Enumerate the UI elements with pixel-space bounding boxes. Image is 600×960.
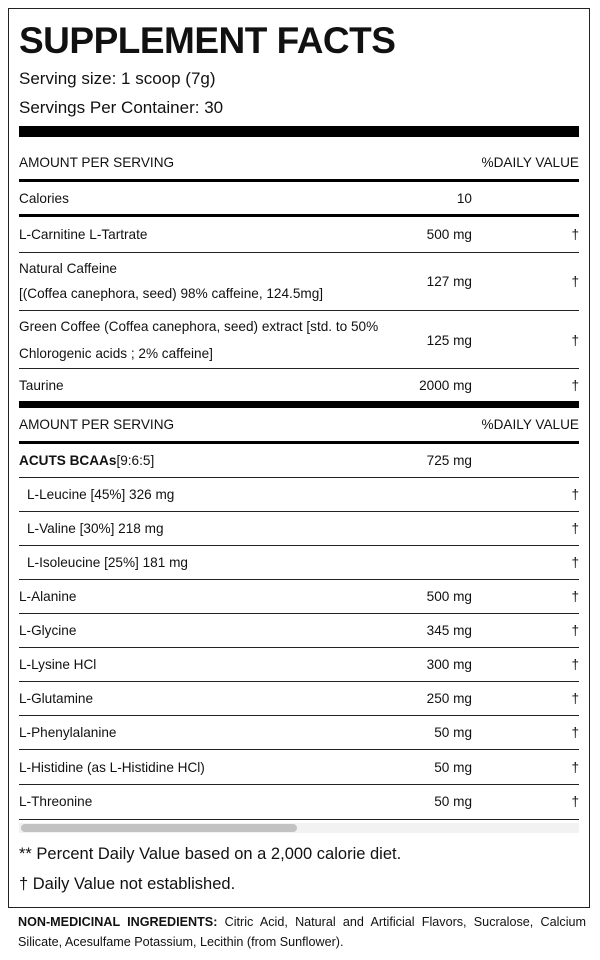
bcaa-name-bold: ACUTS BCAAs [19, 453, 117, 468]
supplement-facts-panel [8, 8, 590, 908]
ingredient-name-line1: Green Coffee (Coffea canephora, seed) extract [std. to 50% [19, 319, 379, 334]
thick-divider [19, 126, 579, 137]
ingredient-amount: 127 mg [426, 274, 472, 289]
header-amount: AMOUNT PER SERVING [19, 155, 175, 170]
ingredient-name: L-Lysine HCl [19, 657, 97, 672]
ingredient-name: Taurine [19, 378, 64, 393]
dagger-mark: † [571, 274, 579, 289]
table-row [19, 580, 579, 614]
footnote-percent-daily-value: ** Percent Daily Value based on a 2,000 calorie diet. [19, 845, 402, 863]
ingredient-amount: 50 mg [434, 725, 472, 740]
ingredient-name-line2: [(Coffea canephora, seed) 98% caffeine, 124.5mg] [19, 286, 324, 301]
dagger-mark: † [571, 589, 579, 604]
ingredient-amount: 50 mg [434, 760, 472, 775]
ingredient-amount: 10 [456, 191, 472, 206]
footnote-daily-value-not-established: † Daily Value not established. [19, 875, 236, 893]
ingredient-name: L-Leucine [45%] 326 mg [27, 487, 175, 502]
ingredient-name: L-Histidine (as L-Histidine HCl) [19, 760, 205, 775]
ingredient-name: L-Carnitine L-Tartrate [19, 227, 148, 242]
non-medicinal-ingredients [18, 912, 586, 952]
dagger-mark: † [571, 691, 579, 706]
header-daily-value: %DAILY VALUE [481, 155, 579, 170]
dagger-mark: † [571, 378, 579, 393]
table-row [19, 716, 579, 750]
ingredient-amount: 2000 mg [419, 378, 472, 393]
non-medicinal-text: Citric Acid, Natural and Artificial Flavors, Sucralose, Calcium Silicate, Acesulfame Potassium, Lecithin (from Sunflower). [18, 915, 587, 949]
ingredient-name: L-Glycine [19, 623, 77, 638]
dagger-mark: † [571, 521, 579, 536]
ingredient-amount: 345 mg [426, 623, 472, 638]
table-header [19, 149, 579, 181]
dagger-mark: † [571, 794, 579, 809]
ingredient-name-line1: Natural Caffeine [19, 261, 117, 276]
non-medicinal-label: NON-MEDICINAL INGREDIENTS: [18, 915, 218, 929]
thick-divider [19, 401, 579, 408]
servings-per-container: Servings Per Container: 30 [19, 98, 224, 117]
table-row [19, 648, 579, 682]
ingredient-amount: 300 mg [426, 657, 472, 672]
dagger-mark: † [571, 623, 579, 638]
ingredient-name: L-Valine [30%] 218 mg [27, 521, 164, 536]
table-row [19, 182, 579, 217]
header-amount: AMOUNT PER SERVING [19, 417, 175, 432]
ingredient-name: Calories [19, 191, 69, 206]
table-row [19, 614, 579, 648]
ingredient-name: L-Alanine [19, 589, 77, 604]
ingredient-amount: 500 mg [426, 227, 472, 242]
dagger-mark: † [571, 227, 579, 242]
table-row [19, 785, 579, 820]
panel-title: SUPPLEMENT FACTS [19, 20, 396, 61]
ingredient-name: L-Threonine [19, 794, 93, 809]
ingredient-name: L-Glutamine [19, 691, 94, 706]
ingredient-name-line2: Chlorogenic acids ; 2% caffeine] [19, 346, 213, 361]
ingredient-amount: 50 mg [434, 794, 472, 809]
ingredient-amount: 500 mg [426, 589, 472, 604]
table-row [19, 444, 579, 478]
table-row [19, 546, 579, 580]
table-row [19, 311, 579, 369]
dagger-mark: † [571, 725, 579, 740]
dagger-mark: † [571, 555, 579, 570]
table-row [19, 682, 579, 716]
bcaa-ratio: [9:6:5] [116, 453, 155, 468]
dagger-mark: † [571, 760, 579, 775]
header-daily-value: %DAILY VALUE [481, 417, 579, 432]
table-row [19, 478, 579, 512]
serving-size: Serving size: 1 scoop (7g) [19, 69, 216, 88]
dagger-mark: † [571, 657, 579, 672]
ingredient-name: L-Phenylalanine [19, 725, 117, 740]
dagger-mark: † [571, 487, 579, 502]
scrollbar-thumb[interactable] [21, 824, 297, 832]
bcaa-name [19, 450, 154, 472]
horizontal-scrollbar[interactable] [19, 823, 579, 833]
dagger-mark: † [571, 333, 579, 348]
ingredient-amount: 250 mg [426, 691, 472, 706]
table-row [19, 369, 579, 401]
table-row [19, 253, 579, 311]
table-header [19, 408, 579, 441]
table-row [19, 750, 579, 785]
table-row [19, 512, 579, 546]
ingredient-amount: 125 mg [426, 333, 472, 348]
table-row [19, 217, 579, 253]
ingredient-amount: 725 mg [426, 453, 472, 468]
ingredient-name: L-Isoleucine [25%] 181 mg [27, 555, 188, 570]
